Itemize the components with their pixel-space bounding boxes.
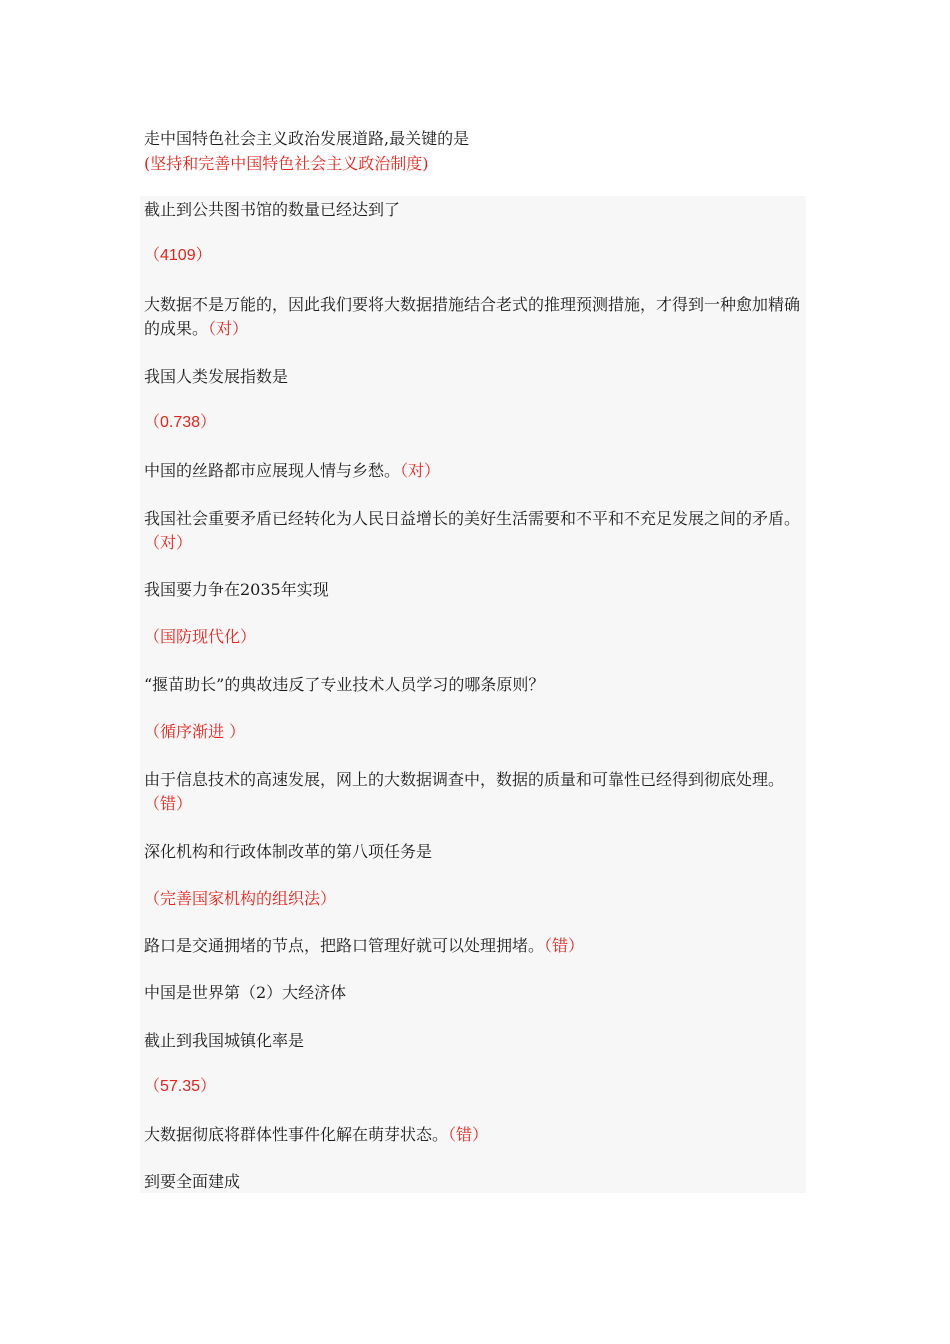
answer-text: （错） <box>448 1125 489 1144</box>
answer-text: （对） <box>144 533 193 552</box>
qa-item-5 <box>144 459 809 483</box>
qa-item-3 <box>144 293 806 341</box>
qa-item-6 <box>144 507 806 555</box>
answer-text: （国防现代化） <box>144 627 257 646</box>
question-text: 由于信息技术的高速发展，网上的大数据调查中，数据的质量和可靠性已经得到彻底处理。 <box>144 770 785 789</box>
answer-text: （对） <box>208 319 249 338</box>
question-text: 我国人类发展指数是 <box>144 367 289 386</box>
question-text: “揠苗助长”的典故违反了专业技术人员学习的哪条原则？ <box>144 675 545 694</box>
answer-text: （完善国家机构的组织法） <box>144 889 337 908</box>
answer-text: （对） <box>400 461 441 480</box>
answer-text: (坚持和完善中国特色社会主义政治制度) <box>144 154 429 173</box>
question-text: 我国社会重要矛盾已经转化为人民日益增长的美好生活需要和不平和不充足发展之间的矛盾。 <box>144 509 801 528</box>
qa-item-1 <box>144 126 806 176</box>
question-text: 路口是交通拥堵的节点，把路口管理好就可以处理拥堵。 <box>144 936 545 955</box>
qa-item-14 <box>144 1123 809 1147</box>
answer-text: （错） <box>544 936 585 955</box>
question-text: 截止到公共图书馆的数量已经达到了 <box>144 200 401 219</box>
answer-text: （0.738） <box>144 414 217 431</box>
qa-item-11 <box>144 934 809 958</box>
answer-text: （循序渐进 ） <box>144 722 246 741</box>
question-text: 截止到我国城镇化率是 <box>144 1031 305 1050</box>
question-text: 我国要力争在2035年实现 <box>144 580 329 599</box>
question-text: 到要全面建成 <box>144 1172 241 1191</box>
question-text: 走中国特色社会主义政治发展道路,最关键的是 <box>144 129 470 148</box>
question-text: 深化机构和行政体制改革的第八项任务是 <box>144 842 433 861</box>
qa-item-9 <box>144 768 812 816</box>
question-text: 大数据不是万能的，因此我们要将大数据措施结合老式的推理预测措施，才得到一种愈加精确的成果。 <box>144 295 801 338</box>
question-text: 大数据彻底将群体性事件化解在萌芽状态。 <box>144 1125 449 1144</box>
answer-text: （错） <box>144 794 193 813</box>
answer-text: （4109） <box>144 247 212 264</box>
question-text: 中国的丝路都市应展现人情与乡愁。 <box>144 461 401 480</box>
question-text: 中国是世界第（2）大经济体 <box>144 983 347 1002</box>
answer-text: （57.35） <box>144 1078 217 1095</box>
